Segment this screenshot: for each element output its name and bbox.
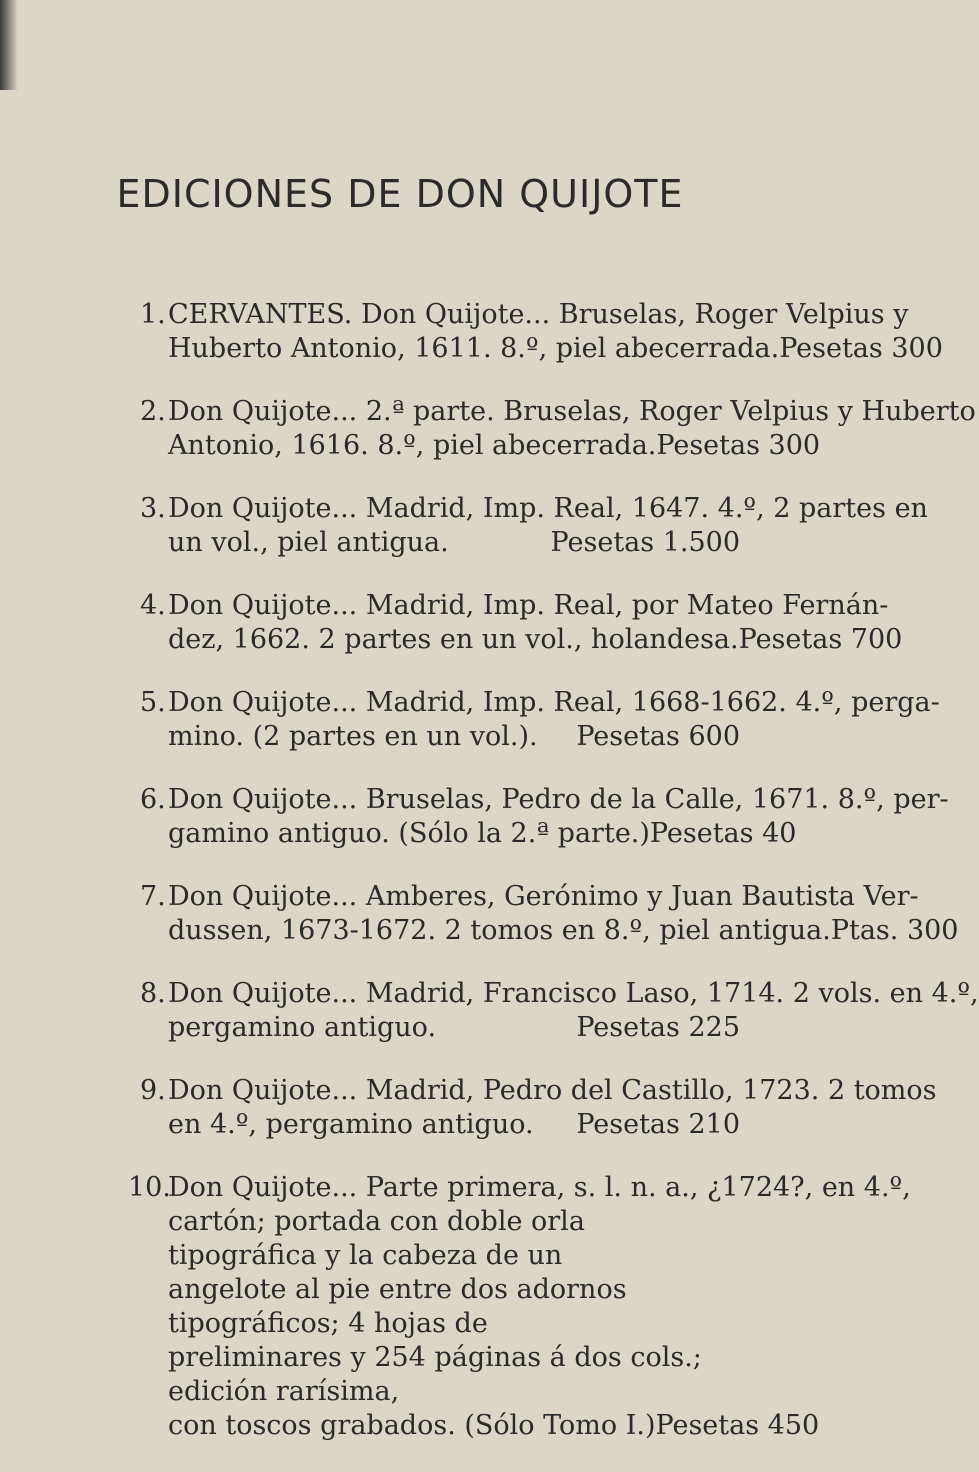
catalog-entry — [140, 298, 943, 366]
entry-number: 7. — [140, 881, 166, 912]
entry-price: Pesetas 450 — [655, 1410, 820, 1441]
entry-price: Pesetas 1.500 — [550, 527, 740, 558]
page-edge-shadow — [0, 0, 18, 90]
entry-text: Don Quijote... Parte primera, s. l. n. a., ¿1724?, en 4.º, — [168, 1172, 911, 1203]
entry-number: 2. — [140, 396, 166, 427]
catalog-entry — [128, 1171, 911, 1443]
entry-number: 8. — [140, 978, 166, 1009]
entry-price: Pesetas 210 — [576, 1109, 740, 1140]
page-title: EDICIONES DE DON QUIJOTE — [116, 172, 684, 216]
entry-price: Pesetas 40 — [649, 818, 797, 849]
entry-text: pergamino antiguo. — [168, 1012, 437, 1043]
catalog-entry — [140, 589, 903, 657]
catalog-entry — [140, 1074, 937, 1142]
catalog-list — [128, 298, 979, 1472]
entry-text: un vol., piel antigua. — [168, 527, 449, 558]
entry-price: Pesetas 700 — [738, 624, 903, 655]
catalog-entry — [140, 686, 940, 754]
entry-price: Pesetas 300 — [779, 333, 943, 364]
entry-number: 1. — [140, 299, 166, 330]
entry-price: Pesetas 600 — [576, 721, 740, 752]
catalog-entry — [140, 783, 949, 851]
entry-text: dez, 1662. 2 partes en un vol., holandesa. — [168, 624, 739, 655]
catalog-entry — [140, 880, 959, 948]
entry-price: Pesetas 225 — [576, 1012, 740, 1043]
entry-text: CERVANTES. Don Quijote... Bruselas, Roger Velpius y — [168, 299, 909, 330]
entry-text: Don Quijote... Madrid, Imp. Real, 1647. 4.º, 2 partes en — [168, 493, 928, 524]
entry-text: cartón; portada con doble orla tipográfica y la cabeza de un — [168, 1206, 585, 1271]
entry-price: Pesetas 300 — [656, 430, 821, 461]
entry-text: Don Quijote... Madrid, Imp. Real, 1668-1662. 4.º, perga- — [168, 687, 940, 718]
entry-text: dussen, 1673-1672. 2 tomos en 8.º, piel antigua. — [168, 915, 831, 946]
catalog-entry — [140, 977, 979, 1045]
entry-number: 4. — [140, 590, 166, 621]
entry-text: Don Quijote... Madrid, Francisco Laso, 1714. 2 vols. en 4.º, — [168, 978, 979, 1009]
entry-number: 6. — [140, 784, 166, 815]
entry-text: en 4.º, pergamino antiguo. — [168, 1109, 534, 1140]
catalog-entry — [140, 395, 976, 463]
entry-text: Don Quijote... Madrid, Imp. Real, por Mateo Fernán- — [168, 590, 889, 621]
entry-text: Don Quijote... Bruselas, Pedro de la Calle, 1671. 8.º, per- — [168, 784, 949, 815]
entry-text: Huberto Antonio, 1611. 8.º, piel abecerrada. — [168, 333, 780, 364]
entry-text: preliminares y 254 páginas á dos cols.; edición rarísima, — [168, 1342, 702, 1407]
entry-number: 10. — [128, 1172, 171, 1203]
entry-number: 5. — [140, 687, 166, 718]
entry-text: angelote al pie entre dos adornos tipográficos; 4 hojas de — [168, 1274, 627, 1339]
entry-number: 9. — [140, 1075, 166, 1106]
entry-text: gamino antiguo. (Sólo la 2.ª parte.) — [168, 818, 650, 849]
entry-text: con toscos grabados. (Sólo Tomo I.) — [168, 1410, 656, 1441]
entry-text: Don Quijote... Madrid, Pedro del Castillo, 1723. 2 tomos — [168, 1075, 937, 1106]
entry-text: Don Quijote... Amberes, Gerónimo y Juan Bautista Ver- — [168, 881, 919, 912]
entry-text: Antonio, 1616. 8.º, piel abecerrada. — [168, 430, 657, 461]
entry-price: Ptas. 300 — [830, 915, 959, 946]
catalog-entry — [140, 492, 928, 560]
entry-text: Don Quijote... 2.ª parte. Bruselas, Roger Velpius y Huberto — [168, 396, 976, 427]
entry-number: 3. — [140, 493, 166, 524]
entry-text: mino. (2 partes en un vol.). — [168, 721, 538, 752]
